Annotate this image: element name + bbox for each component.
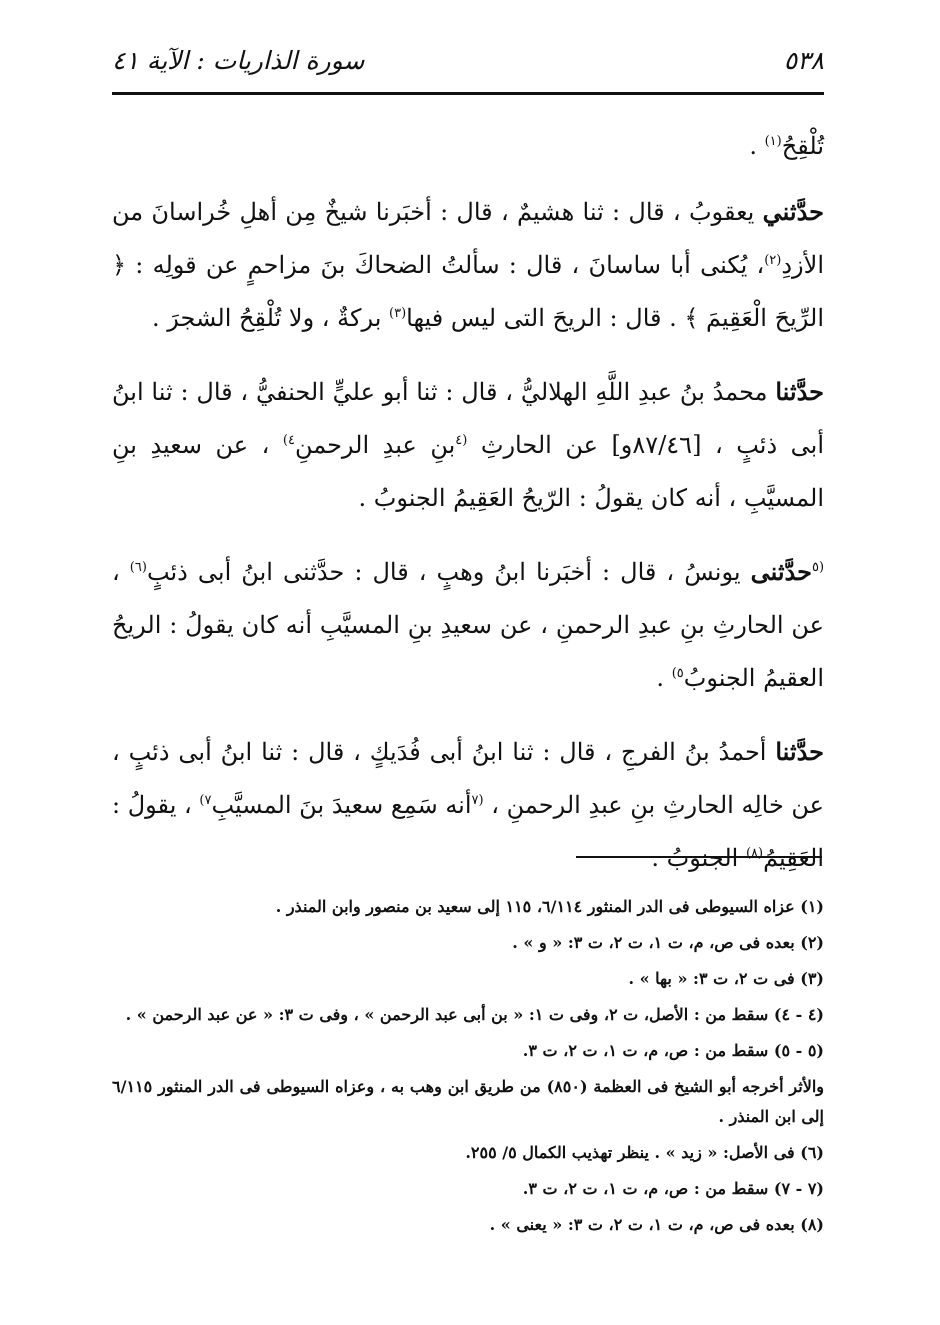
footnote-marker: (٤: [455, 433, 468, 448]
header-rule: [112, 92, 824, 95]
footnotes: [112, 892, 824, 1246]
paragraph-2-text-3: ، عن سعيدِ بنِ المسيَّبِ ، أنه كان يقولُ : الرّيحُ العَقِيمُ الجنوبُ .: [112, 431, 824, 512]
main-text: [112, 120, 824, 905]
paragraph-2-text-2: بنِ عبدِ الرحمنِ: [294, 431, 456, 459]
footnote-marker: (٨): [745, 846, 764, 861]
footnote-marker: ٧): [199, 793, 212, 808]
footnote-7: (٧ - ٧) سقط من : ص، م، ت ١، ت ٢، ت ٣.: [522, 1179, 824, 1198]
paragraph-4-text-1: أحمدُ بنُ الفرجِ ، قال : ثنا ابنُ أبى فُدَيكٍ ، قال : ثنا ابنُ أبى ذئبٍ ، عن خالِه الحارثِ بنِ عبدِ الرحمنِ ،: [112, 738, 825, 819]
paragraph-4-text-2: أنه سَمِع سعيدَ بنَ المسيَّبِ: [211, 791, 472, 819]
footnote-1: (١) عزاه السيوطى فى الدر المنثور ٦/١١٤، ١١٥ إلى سعيد بن منصور وابن المنذر .: [275, 897, 824, 916]
paragraph-4: [112, 725, 824, 885]
paragraph-2-lead: حدَّثنا: [775, 377, 824, 406]
footnote-8: (٨) بعده فى ص، م، ت ١، ت ٢، ت ٣: « يعنى » .: [489, 1215, 824, 1234]
paragraph-4-text-4: الجنوبُ .: [651, 844, 746, 872]
paragraph-1-text-3: بركةٌ ، ولا تُلْقِحُ الشجرَ .: [151, 304, 390, 332]
paragraph-3-text-3: .: [656, 664, 672, 692]
footnote-marker: ٤): [282, 433, 295, 448]
paragraph-2-text-1: محمدُ بنُ عبدِ اللَّهِ الهلاليُّ ، قال : ثنا أبو عليٍّ الحنفيُّ ، قال : ثنا ابنُ أبى ذئبٍ ، [٨٧/٤٦و] عن الحارثِ: [112, 378, 824, 459]
paragraph-0: [112, 120, 824, 173]
footnote-separator: [576, 856, 822, 858]
footnote-marker: (٧: [471, 793, 484, 808]
footnote-5: (٥ - ٥) سقط من : ص، م، ت ١، ت ٢، ت ٣.: [522, 1041, 824, 1060]
paragraph-1-text-1: يعقوبُ ، قال : ثنا هشيمٌ ، قال : أخبَرنا شيخٌ مِن أهلِ خُراسانَ من الأزدِ: [112, 198, 824, 279]
paragraph-2: [112, 365, 824, 525]
footnote-2: (٢) بعده فى ص، م، ت ١، ت ٢، ت ٣: « و » .: [512, 933, 824, 952]
footnote-marker: (٣): [389, 306, 407, 321]
paragraph-3-text-2: ، عن الحارثِ بنِ عبدِ الرحمنِ ، عن سعيدِ بنِ المسيَّبِ أنه كان يقولُ : الريحُ العقيمُ الجنوبُ: [112, 558, 824, 692]
footnote-4: (٤ - ٤) سقط من : الأصل، ت ٢، وفى ت ١: « بن أبى عبد الرحمن » ، وفى ت ٣: « عن عبد الرحمن » .: [125, 1005, 824, 1024]
paragraph-3-text-1: يونسُ ، قال : أخبَرنا ابنُ وهبٍ ، قال : حدَّثنى ابنُ أبى ذئبٍ: [146, 558, 751, 586]
footnote-marker: (٥: [811, 560, 825, 575]
footnote-marker: ٥): [671, 666, 684, 681]
footnote-3: (٣) فى ت ٢، ت ٣: « بها » .: [628, 969, 824, 988]
paragraph-1: [112, 185, 824, 345]
paragraph-0-text: تُلْقِحُ: [781, 132, 824, 160]
footnote-6: (٦) فى الأصل: « زيد » . ينظر تهذيب الكمال ٥/ ٢٥٥.: [465, 1143, 824, 1162]
paragraph-3: [112, 545, 824, 705]
footnote-marker: (٢): [764, 253, 782, 268]
page-header: [112, 38, 824, 82]
paragraph-1-lead: حدَّثني: [762, 197, 824, 226]
page-number: ٥٣٨: [783, 45, 824, 75]
paragraph-4-text-3: ، يقولُ : العَقِيمُ: [112, 791, 824, 872]
footnote-marker: (٦): [129, 560, 147, 575]
footnote-marker: (١): [764, 134, 782, 149]
footnote-5-note: والأثر أخرجه أبو الشيخ فى العظمة (٨٥٠) من طريق ابن وهب به ، وعزاه السيوطى فى الدر المنثور ٦/١١٥ إلى ابن المنذر .: [112, 1077, 824, 1126]
paragraph-4-lead: حدَّثنا: [775, 737, 824, 766]
paragraph-1-text-2: ، يُكنى أبا ساسانَ ، قال : سألتُ الضحاكَ بنَ مزاحمٍ عن قولِه : ﴿ الرِّيحَ الْعَقِيمَ ﴾ . قال : الريحَ التى ليس فيها: [112, 251, 824, 332]
running-title: سورة الذاريات : الآية ٤١: [112, 45, 365, 75]
paragraph-0-tail: .: [749, 132, 765, 160]
paragraph-3-lead: حدَّثنى: [750, 557, 812, 586]
